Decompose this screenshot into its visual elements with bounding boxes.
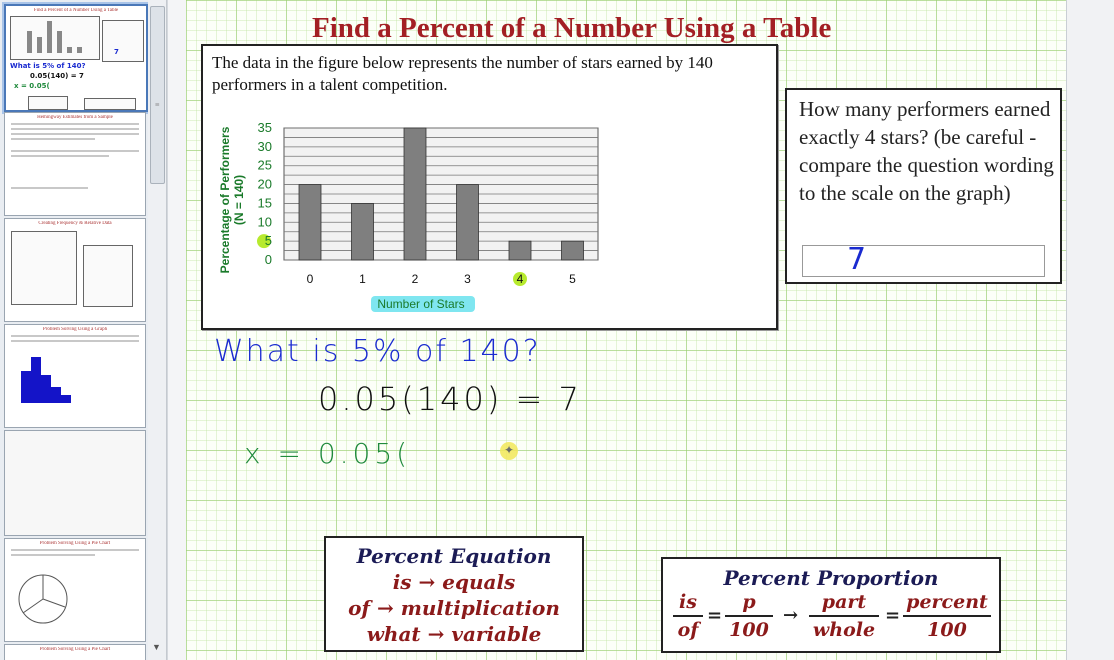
denominator: 100 <box>927 619 967 641</box>
y-tick-label: 35 <box>257 120 272 135</box>
numerator: part <box>821 591 867 613</box>
arrow-icon: → <box>783 605 799 626</box>
question-box <box>785 88 1062 284</box>
slide-thumbnail-title: Problem Solving Using a Pie Chart <box>39 647 111 652</box>
thumbnail-answer: 7 <box>114 48 119 56</box>
bar-1 <box>352 203 374 260</box>
figure-intro-text: The data in the figure below represents the number of stars earned by 140 performers in a talent competition. <box>212 53 713 94</box>
denominator: of <box>677 619 699 641</box>
slide-thumbnail-2[interactable] <box>4 112 146 216</box>
x-tick-label: 2 <box>411 272 419 286</box>
thumbnail-handwriting-3: x = 0.05( <box>14 82 50 90</box>
bar-3 <box>457 185 479 260</box>
question-text: How many performers earned exactly 4 stars? (be careful - compare the question wording to the scale on the graph) <box>799 97 1054 205</box>
scrollbar-thumb[interactable] <box>150 6 165 184</box>
percent-equation-row: what → variable <box>366 622 542 646</box>
y-tick-label: 20 <box>257 176 272 192</box>
slide-thumbnail-7[interactable] <box>4 644 146 660</box>
percent-equation-title: Percent Equation <box>356 544 552 568</box>
y-tick-label: 15 <box>257 195 272 211</box>
slide-thumbnail-5[interactable] <box>4 430 146 536</box>
thumbnail-proportion-box <box>84 98 136 110</box>
fraction-is-of <box>673 591 703 641</box>
x-tick-label: 5 <box>569 272 576 286</box>
slide-thumbnail-title: Problem Solving Using a Graph <box>42 327 108 332</box>
percent-proportion-box <box>661 557 1001 653</box>
answer-field[interactable] <box>802 242 1045 277</box>
bar-chart <box>203 46 776 328</box>
bar-4 <box>509 241 531 260</box>
numerator: p <box>742 591 756 613</box>
fraction-percent-100 <box>903 591 991 641</box>
thumbnail-bar-chart <box>11 17 99 59</box>
figure-box <box>201 44 778 330</box>
slide-title: Find a Percent of a Number Using a Table <box>312 12 832 44</box>
slide-thumbnail-3[interactable] <box>4 218 146 322</box>
thumbnail-scrollbar[interactable] <box>148 0 167 660</box>
handwritten-equation: x = 0.05( <box>244 437 412 470</box>
thumbnail-equation-box <box>28 96 68 110</box>
fraction-part-whole <box>809 591 879 641</box>
panel-splitter[interactable] <box>167 0 187 660</box>
bar-5 <box>562 241 584 260</box>
denominator: 100 <box>729 619 769 641</box>
slide-thumbnail-title: Problem Solving Using a Pie Chart <box>39 541 111 546</box>
handwritten-question: What is 5% of 140? <box>214 334 541 369</box>
percent-equation-box <box>324 536 584 652</box>
denominator: whole <box>812 619 876 641</box>
thumbnail-question-box <box>102 20 144 62</box>
y-tick-label: 10 <box>257 214 272 230</box>
numerator: is <box>679 591 697 613</box>
cursor-icon: ✦ <box>504 443 515 457</box>
bar-2 <box>404 128 426 260</box>
workspace-margin <box>1066 0 1114 660</box>
x-tick-label: 4 <box>516 272 524 286</box>
y-axis-label: Percentage of Performers <box>218 126 232 274</box>
handwritten-calculation: 0.05(140) = 7 <box>318 380 582 418</box>
y-tick-label: 30 <box>257 138 272 154</box>
fraction-p-100 <box>725 591 773 641</box>
bar-0 <box>299 185 321 260</box>
y-tick-label: 25 <box>257 157 272 173</box>
thumbnail-histogram <box>11 351 81 411</box>
pen-cursor <box>500 442 518 460</box>
slide-thumbnail-title: Find a Percent of a Number Using a Table <box>33 8 119 13</box>
slide-thumbnail-title: Creating Frequency & Relative Data <box>38 221 112 226</box>
slide-thumbnail-1[interactable] <box>4 4 148 112</box>
x-tick-label: 3 <box>464 272 471 286</box>
grip-icon: ≡ <box>155 100 160 109</box>
scroll-down-icon[interactable]: ▼ <box>152 642 161 652</box>
x-tick-label: 1 <box>359 272 366 286</box>
y-tick-label: 0 <box>264 252 272 267</box>
slide-thumbnail-title: Hemingway Estimates from a Sample <box>37 115 113 120</box>
percent-proportion-title: Percent Proportion <box>723 566 939 590</box>
x-axis-label: Number of Stars <box>377 297 465 311</box>
answer-value: 7 <box>847 242 867 277</box>
equals-sign: = <box>707 605 723 626</box>
equals-sign: = <box>885 605 901 626</box>
thumbnail-pie-chart <box>13 569 73 629</box>
percent-equation-row: of → multiplication <box>348 596 560 620</box>
slide-thumbnail-6[interactable] <box>4 538 146 642</box>
percent-equation-row: is → equals <box>392 570 516 594</box>
thumbnail-handwriting-1: What is 5% of 140? <box>10 62 86 70</box>
x-tick-label: 0 <box>306 272 314 286</box>
y-axis-sublabel: (N = 140) <box>232 174 246 226</box>
slide-thumbnail-panel <box>0 0 149 660</box>
numerator: percent <box>906 591 988 613</box>
thumbnail-figure <box>10 16 100 60</box>
y-tick-label: 5 <box>264 233 272 249</box>
thumbnail-handwriting-2: 0.05(140) = 7 <box>30 72 84 80</box>
slide-thumbnail-4[interactable] <box>4 324 146 428</box>
